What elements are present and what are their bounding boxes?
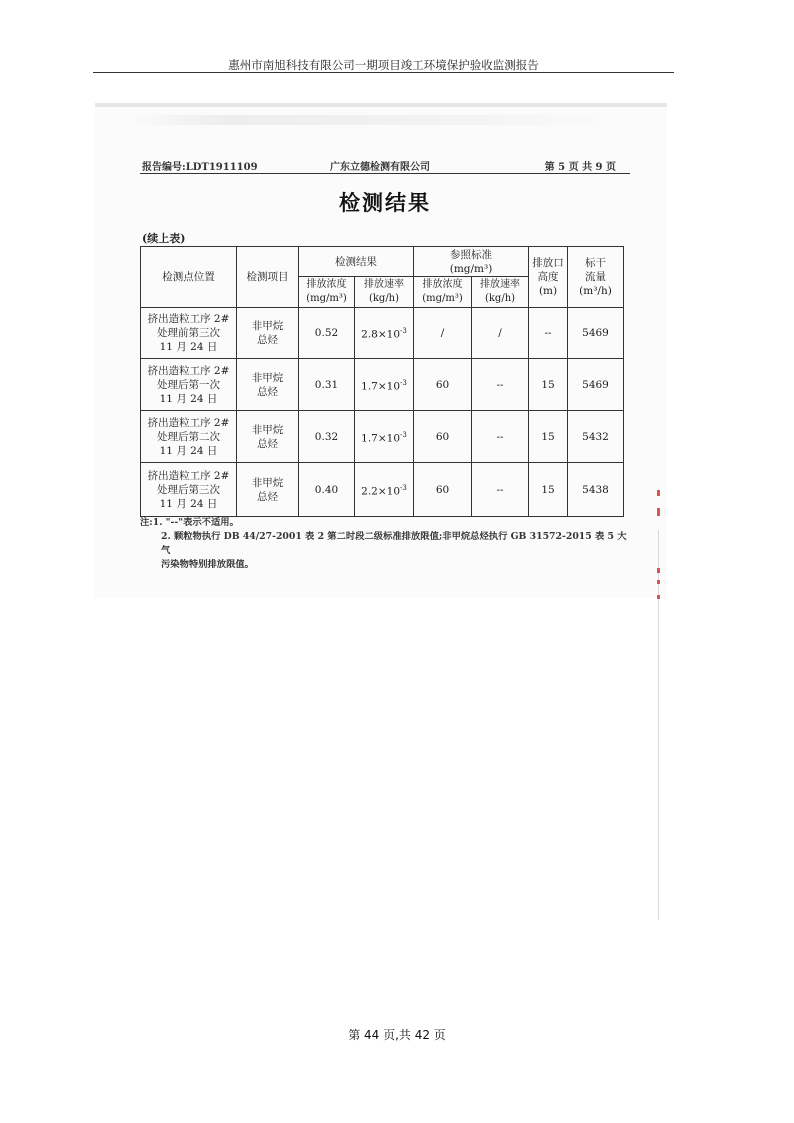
- scan-margin-line: [658, 530, 659, 920]
- cell-std-rate: --: [472, 411, 529, 463]
- seal-mark: [657, 508, 660, 516]
- seal-edge-marks: [657, 470, 661, 920]
- notes-label: 注:: [140, 517, 153, 528]
- note-2-line-1: 2. 颗粒物执行 DB 44/27-2001 表 2 第二时段二级标准排放限值;非甲烷总烃执行 GB 31572-2015 表 5 大气: [161, 531, 627, 556]
- cell-std-rate: /: [472, 308, 529, 359]
- cell-std-concentration: /: [414, 308, 472, 359]
- report-info-bar: [140, 157, 630, 174]
- report-company: 广东立德检测有限公司: [330, 162, 430, 173]
- header-outlet-height: 排放口 高度 (m): [529, 247, 568, 308]
- cell-height: --: [529, 308, 568, 359]
- table-header-row: [141, 247, 624, 277]
- table-row: [141, 308, 624, 359]
- cell-item: 非甲烷 总烃: [237, 411, 299, 463]
- note-2-line-2: 污染物特别排放限值。: [161, 559, 254, 570]
- cell-location: 挤出造粒工序 2# 处理后第三次 11 月 24 日: [141, 463, 237, 517]
- cell-flow: 5469: [568, 359, 624, 411]
- header-concentration: 排放浓度 (mg/m³): [299, 277, 355, 308]
- cell-location: 挤出造粒工序 2# 处理前第三次 11 月 24 日: [141, 308, 237, 359]
- header-flow: 标干 流量 (m³/h): [568, 247, 624, 308]
- cell-flow: 5432: [568, 411, 624, 463]
- continued-label: (续上表): [142, 232, 186, 245]
- cell-location: 挤出造粒工序 2# 处理后第二次 11 月 24 日: [141, 411, 237, 463]
- cell-std-concentration: 60: [414, 463, 472, 517]
- cell-height: 15: [529, 411, 568, 463]
- cell-flow: 5438: [568, 463, 624, 517]
- header-std-concentration: 排放浓度 (mg/m³): [414, 277, 472, 308]
- header-results-group: 检测结果: [299, 247, 414, 277]
- header-item: 检测项目: [237, 247, 299, 308]
- header-standard-group: 参照标准 (mg/m³): [414, 247, 529, 277]
- cell-location: 挤出造粒工序 2# 处理后第一次 11 月 24 日: [141, 359, 237, 411]
- seal-mark: [657, 568, 660, 573]
- cell-flow: 5469: [568, 308, 624, 359]
- table-row: [141, 411, 624, 463]
- seal-mark: [657, 580, 660, 584]
- cell-rate: $2.8\times 10^{-3}$: [355, 308, 414, 359]
- document-title: 检测结果: [339, 190, 431, 215]
- cell-item: 非甲烷 总烃: [237, 463, 299, 517]
- cell-std-concentration: 60: [414, 359, 472, 411]
- cell-rate: $2.2\times 10^{-3}$: [355, 463, 414, 517]
- table-row: [141, 359, 624, 411]
- page-header: 惠州市南旭科技有限公司一期项目竣工环境保护验收监测报告: [93, 58, 674, 73]
- cell-item: 非甲烷 总烃: [237, 308, 299, 359]
- scan-bleed-through: [128, 115, 628, 125]
- note-1: 1. "--"表示不适用。: [152, 517, 239, 528]
- cell-item: 非甲烷 总烃: [237, 359, 299, 411]
- cell-rate: $1.7\times 10^{-3}$: [355, 359, 414, 411]
- cell-concentration: 0.32: [299, 411, 355, 463]
- cell-concentration: 0.31: [299, 359, 355, 411]
- report-page-info: 第 5 页 共 9 页: [544, 162, 616, 173]
- cell-concentration: 0.40: [299, 463, 355, 517]
- seal-mark: [657, 595, 660, 599]
- header-std-rate: 排放速率 (kg/h): [472, 277, 529, 308]
- cell-std-rate: --: [472, 359, 529, 411]
- results-table: [140, 246, 624, 517]
- seal-mark: [657, 490, 660, 496]
- table-row: [141, 463, 624, 517]
- cell-std-concentration: 60: [414, 411, 472, 463]
- header-location: 检测点位置: [141, 247, 237, 308]
- page-footer: 第 44 页,共 42 页: [348, 1028, 446, 1042]
- cell-height: 15: [529, 463, 568, 517]
- table-notes: [140, 516, 635, 572]
- report-number: 报告编号:LDT1911109: [142, 162, 258, 173]
- cell-concentration: 0.52: [299, 308, 355, 359]
- scan-edge: [95, 103, 667, 107]
- cell-height: 15: [529, 359, 568, 411]
- header-rate: 排放速率 (kg/h): [355, 277, 414, 308]
- cell-rate: $1.7\times 10^{-3}$: [355, 411, 414, 463]
- cell-std-rate: --: [472, 463, 529, 517]
